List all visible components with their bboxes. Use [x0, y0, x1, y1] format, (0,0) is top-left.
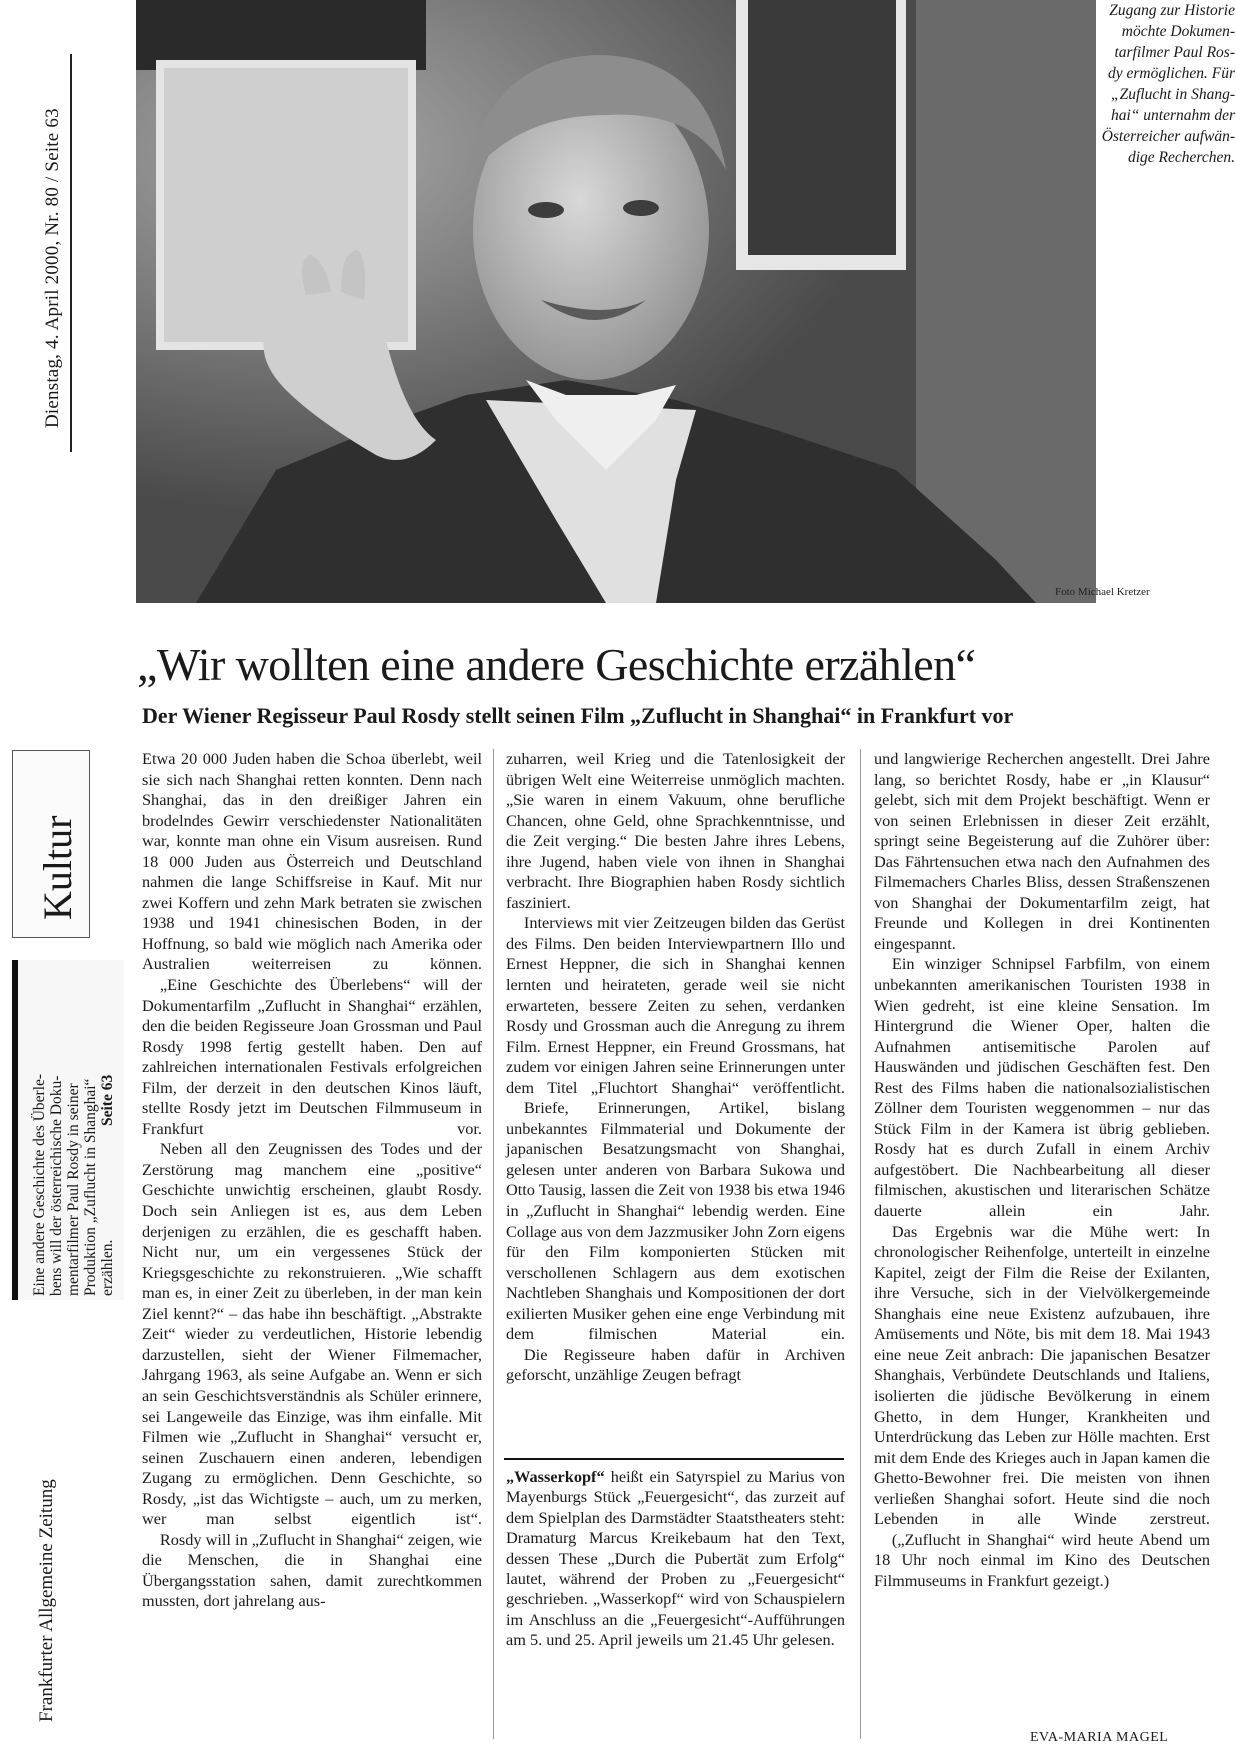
article-paragraph: Das Ergebnis war die Mühe wert: In chronologischer Reihenfolge, unterteilt in einzelne Kapitel, zeigt der Film die Reise der Exilanten, ihre Versuche, sich in der Vielvölkergemeinde Shanghais eine neue Existenz aufzubauen, ihre Amüsements und Nöte, bis mit dem 18. Mai 1943 eine neue Zeit anbrach: Die japanischen Besatzer Shanghais, Verbündete Deutschlands und Italiens, isolierten die jüdische Bevölkerung in einem Ghetto, in dem Hunger, Krankheiten und Unterdrückung das Leben zur Hölle machten. Erst mit dem Ende des Krieges auch in Japan kamen die Ghetto-Bewohner frei. Die meisten von ihnen verließen Shanghai sofort. Heute sind die noch Lebenden in alle Winde zerstreut. — [874, 1221, 1210, 1529]
article-paragraph: („Zuflucht in Shanghai“ wird heute Abend um 18 Uhr noch einmal im Kino des Deutschen Filmmuseums in Frankfurt gezeigt.) — [874, 1529, 1210, 1590]
caption-line: Österreicher aufwän- — [1101, 128, 1235, 145]
author-byline: EVA-MARIA MAGEL — [1030, 1730, 1169, 1745]
column-divider — [860, 749, 861, 1739]
section-label: Kultur — [35, 815, 80, 920]
article-paragraph: Rosdy will in „Zuflucht in Shanghai“ zeigen, wie die Menschen, die in Shanghai eine Übergangsstation sahen, damit zurechtkommen mussten, dort jahrelang aus- — [142, 1529, 482, 1611]
caption-line: Zugang zur Historie — [1109, 2, 1235, 19]
teaser-line: mentarfilmer Paul Rosdy in seiner — [65, 1083, 82, 1296]
article-paragraph: „Eine Geschichte des Überlebens“ will der Dokumentarfilm „Zuflucht in Shanghai“ erzählen, den die beiden Regisseure Joan Grossman und Paul Rosdy 1998 fertig gestellt haben. Den auf zahlreichen internationalen Festivals erfolgreichen Film, der derzeit in den deutschen Kinos läuft, stellte Rosdy jetzt im Deutschen Filmmuseum in Frankfurt vor. — [142, 975, 482, 1138]
article-paragraph: Neben all den Zeugnissen des Todes und der Zerstörung mag manchem eine „positive“ Geschichte unwichtig erscheinen, glaubt Rosdy. Doch sein Anliegen ist es, aus dem Leben derjenigen zu erzählen, die es geschafft haben. Nicht nur, um ein vergessenes Stück der Kriegsgeschichte zu rekonstruieren. „Wie schafft man es, in einer Zeit zu überleben, in der man kein Ziel kennt?“ – das habe ihn beschäftigt. „Abstrakte Zeit“ wieder zu verdeutlichen, Historie lebendig darzustellen, sieht der Wiener Filmemacher, Jahrgang 1963, als seine Aufgabe an. Wenn er sich an sein Geschichtsverständnis als Schüler erinnere, sei Langeweile das Einzige, was ihm einfalle. Mit Filmen wie „Zuflucht in Shanghai“ versucht er, seinen Zuschauern einen anderen, lebendigen Zugang zu ermöglichen. Denn Geschichte, so Rosdy, „ist das Wichtigste – auch, um zu merken, wer man selbst eigentlich ist“. — [142, 1139, 482, 1529]
caption-line: tarfilmer Paul Ros- — [1114, 44, 1235, 61]
portrait-photo-illustration — [136, 0, 1096, 603]
caption-line: hai“ unternahm der — [1111, 107, 1235, 124]
wasserkopf-note — [506, 1467, 845, 1651]
article-column-2 — [506, 749, 845, 1386]
headline: „Wir wollten eine andere Geschichte erzählen“ — [137, 639, 976, 690]
subheadline: Der Wiener Regisseur Paul Rosdy stellt seinen Film „Zuflucht in Shanghai“ in Frankfurt vor — [142, 703, 1014, 728]
photo-caption — [1035, 0, 1235, 168]
newspaper-name: Frankfurter Allgemeine Zeitung — [36, 1479, 57, 1722]
box-rule — [504, 1458, 844, 1460]
dateline: Dienstag, 4. April 2000, Nr. 80 / Seite 63 — [42, 108, 63, 428]
teaser-line: Produktion „Zuflucht in Shanghai“ — [82, 1078, 99, 1296]
article-paragraph: Briefe, Erinnerungen, Artikel, bislang unbekanntes Filmmaterial und Dokumente der japanischen Besatzungsmacht von Shanghai, gelesen unter anderen von Barbara Sukowa und Otto Tausig, lassen die Zeit von 1938 bis etwa 1946 in „Zuflucht in Shanghai“ lebendig werden. Eine Collage aus von dem Jazzmusiker John Zorn eigens für den Film komponierten Stücken mit verschollenen Schlagern aus dem exotischen Nachtleben Shanghais und Kompositionen der dort exilierten Musiker gehen eine enge Verbindung mit dem filmischen Material ein. — [506, 1098, 845, 1344]
article-paragraph: zuharren, weil Krieg und die Tatenlosigkeit der übrigen Welt eine Weiterreise unmöglich machten. „Sie waren in einem Vakuum, ohne berufliche Chancen, ohne Geld, ohne Sprachkenntnisse, und die Zeit verging.“ Die besten Jahre ihres Lebens, ihre Jugend, haben viele von ihnen in Shanghai verbracht. Ihre Biographien haben Rosdy sichtlich fasziniert. — [506, 749, 845, 912]
caption-line: dige Recherchen. — [1127, 149, 1235, 166]
article-paragraph: und langwierige Recherchen angestellt. Drei Jahre lang, so berichtet Rosdy, habe er „in Klausur“ gelebt, sich mit dem Projekt beschäftigt. Wenn er von seinen Erlebnissen in dieser Zeit erzählt, springt seine Begeisterung auf die Zuhörer über: Das Fährtensuchen etwa nach den Aufnahmen des Filmemachers Charles Bliss, dessen Straßenszenen von Shanghai der Dokumentarfilm zeigt, hat Freunde und Kollegen in drei Kontinenten eingespannt. — [874, 749, 1210, 953]
teaser-line: Eine andere Geschichte des Überle- — [31, 1073, 48, 1296]
caption-line: „Zuflucht in Shang- — [1110, 86, 1235, 103]
portrait-photo — [136, 0, 1096, 603]
teaser-line: Seite 63 — [99, 1074, 116, 1126]
article-paragraph: Etwa 20 000 Juden haben die Schoa überlebt, weil sie sich nach Shanghai retten konnten. Denn nach Shanghai, das in den dreißiger Jahren ein brodelndes Gewirr verschiedenster Nationalitäten war, konnte man ohne ein Visum ausreisen. Rund 18 000 Juden aus Österreich und Deutschland nahmen die lange Schiffsreise in Kauf. Mit nur zwei Koffern und zehn Mark betraten sie zwischen 1938 und 1941 chinesischen Boden, in der Hoffnung, so bald wie möglich nach Amerika oder Australien weiterreisen zu können. — [142, 749, 482, 974]
caption-line: dy ermöglichen. Für — [1108, 65, 1235, 82]
teaser-line: erzählen. — [99, 1239, 116, 1296]
dateline-rule — [70, 54, 72, 452]
photo-credit: Foto Michael Kretzer — [1055, 586, 1150, 598]
article-paragraph: Ein winziger Schnipsel Farbfilm, von einem unbekannten amerikanischen Touristen 1938 in Wien gedreht, ist eine kleine Sensation. Im Hintergrund die Wiener Oper, halten die Aufnahmen antisemitische Parolen auf Hauswänden und jüdischen Geschäften fest. Den Rest des Films haben die nationalsozialistischen Zöllner dem Touristen weggenommen – nur das Stück Film in der Kamera ist übrig geblieben. Rosdy hat es durch Zufall in einem Archiv aufgestöbert. Die Nachbearbeitung all dieser filmischen, akustischen und literarischen Schätze dauerte allein ein Jahr. — [874, 954, 1210, 1221]
article-paragraph: Die Regisseure haben dafür in Archiven geforscht, unzählige Zeugen befragt — [506, 1344, 845, 1385]
article-column-1 — [142, 749, 482, 1612]
article-column-3 — [874, 749, 1210, 1591]
wasserkopf-text: heißt ein Satyrspiel zu Marius von Mayenburgs Stück „Feuergesicht“, das zurzeit auf dem Spielplan des Darmstädter Staatstheaters steht: Dramaturg Marcus Kreikebaum hat den Text, dessen These „Durch die Pubertät zum Erfolg“ lautet, während der Proben zu „Feuergesicht“ geschrieben. „Wasserkopf“ wird von Schauspielern im Anschluss an die „Feuergesicht“-Aufführungen am 5. und 25. April jeweils um 21.45 Uhr gelesen. — [506, 1467, 845, 1650]
article-paragraph: Interviews mit vier Zeitzeugen bilden das Gerüst des Films. Den beiden Interviewpartnern Illo und Ernest Heppner, die sich in Shanghai kennen lernten und heirateten, gerade weil sie nicht erwarteten, bessere Zeiten zu sehen, verdanken Rosdy und Grossman auch die Anregung zu ihrem Film. Ernest Heppner, ein Freund Grossmans, hat zudem vor einigen Jahren seine Erinnerungen unter dem Titel „Fluchtort Shanghai“ veröffentlicht. — [506, 913, 845, 1097]
teaser-line: bens will der österreichische Doku- — [48, 1075, 65, 1296]
wasserkopf-lead: „Wasserkopf“ — [506, 1467, 605, 1486]
caption-line: möchte Dokumen- — [1121, 23, 1235, 40]
column-divider — [493, 749, 494, 1739]
